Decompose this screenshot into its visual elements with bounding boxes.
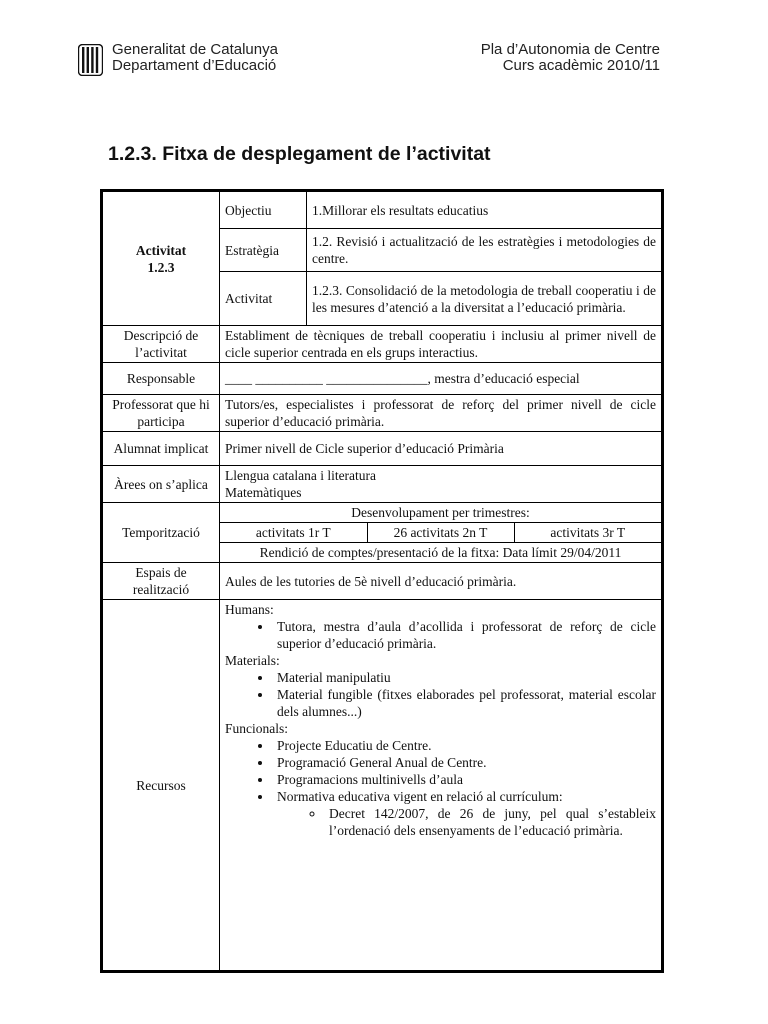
objectiu-label: Objectiu — [220, 191, 307, 229]
activitat-label: Activitat — [220, 272, 307, 326]
temporitzacio-cell — [220, 503, 663, 563]
materials-list — [225, 669, 656, 720]
humans-heading: Humans: — [225, 602, 274, 617]
temp-footer: Rendició de comptes/presentació de la fitxa: Data límit 29/04/2011 — [220, 543, 661, 563]
area-item: Llengua catalana i literatura — [225, 468, 377, 483]
descripcio-value: Establiment de tècniques de treball cooperatiu i inclusiu al primer nivell de cicle superior centrada en els grups interactius. — [220, 326, 663, 363]
area-item: Matemàtiques — [225, 485, 302, 500]
temp-trimester-2: 26 activitats 2n T — [367, 523, 514, 543]
responsable-value: ____ __________ _______________, mestra d’educació especial — [220, 363, 663, 395]
list-item: • Material fungible (fitxes elaborades pel professorat, material escolar dels alumnes...) — [273, 686, 656, 720]
alumnat-label: Alumnat implicat — [102, 432, 220, 466]
list-item: ◦ Decret 142/2007, de 26 de juny, pel qual s’estableix l’ordenació dels ensenyaments de l’educació primària. — [325, 805, 656, 839]
page-header — [78, 42, 660, 80]
row-espais — [102, 563, 663, 600]
professorat-label: Professorat que hi participa — [102, 395, 220, 432]
row-temporitzacio — [102, 503, 663, 563]
org-line-2: Departament d’Educació — [112, 57, 277, 74]
funcionals-list — [225, 737, 656, 839]
arees-label: Àrees on s’aplica — [102, 466, 220, 503]
list-item: • Projecte Educatiu de Centre. — [273, 737, 656, 754]
page-title: 1.2.3. Fitxa de desplegament de l’activitat — [108, 143, 491, 165]
activity-label-cell — [102, 191, 220, 326]
espais-label: Espais de realització — [102, 563, 220, 600]
descripcio-label: Descripció de l’activitat — [102, 326, 220, 363]
professorat-value: Tutors/es, especialistes i professorat de reforç del primer nivell de cicle superior d’educació primària. — [220, 395, 663, 432]
activity-label: Activitat — [135, 242, 187, 258]
list-item — [273, 788, 656, 839]
temp-trimester-1: activitats 1r T — [220, 523, 367, 543]
row-descripcio — [102, 326, 663, 363]
list-item: • Programació General Anual de Centre. — [273, 754, 656, 771]
normativa-label: Normativa educativa vigent en relació al currículum: — [277, 789, 563, 804]
plan-line-1: Pla d’Autonomia de Centre — [480, 41, 660, 58]
alumnat-value: Primer nivell de Cicle superior d’educació Primària — [220, 432, 663, 466]
plan-line-2: Curs acadèmic 2010/11 — [502, 57, 660, 74]
activitat-value: 1.2.3. Consolidació de la metodologia de treball cooperatiu i de les mesures d’atenció a la diversitat a l’educació primària. — [307, 272, 663, 326]
generalitat-logo — [78, 44, 103, 76]
row-recursos — [102, 600, 663, 972]
recursos-label: Recursos — [102, 600, 220, 972]
temp-trimester-3: activitats 3r T — [514, 523, 661, 543]
temporitzacio-table — [220, 503, 661, 562]
temporitzacio-label: Temporització — [102, 503, 220, 563]
plan-info — [481, 42, 660, 74]
estrategia-value: 1.2. Revisió i actualització de les estratègies i metodologies de centre. — [307, 229, 663, 272]
activity-sheet-table — [100, 189, 664, 973]
responsable-label: Responsable — [102, 363, 220, 395]
humans-list — [225, 618, 656, 652]
row-professorat — [102, 395, 663, 432]
arees-value-cell — [220, 466, 663, 503]
row-alumnat — [102, 432, 663, 466]
list-item: • Material manipulatiu — [273, 669, 656, 686]
recursos-value-cell — [220, 600, 663, 972]
funcionals-heading: Funcionals: — [225, 721, 288, 736]
estrategia-label: Estratègia — [220, 229, 307, 272]
temp-header: Desenvolupament per trimestres: — [220, 503, 661, 523]
normativa-sublist — [277, 805, 656, 839]
activity-number: 1.2.3 — [147, 259, 175, 275]
organization-name — [112, 42, 278, 74]
list-item: • Programacions multinivells d’aula — [273, 771, 656, 788]
row-responsable — [102, 363, 663, 395]
materials-heading: Materials: — [225, 653, 280, 668]
objectiu-value: 1.Millorar els resultats educatius — [307, 191, 663, 229]
row-objectiu — [102, 191, 663, 229]
espais-value: Aules de les tutories de 5è nivell d’educació primària. — [220, 563, 663, 600]
org-line-1: Generalitat de Catalunya — [112, 41, 278, 58]
row-arees — [102, 466, 663, 503]
list-item: • Tutora, mestra d’aula d’acollida i professorat de reforç de cicle superior d’educació primària. — [273, 618, 656, 652]
